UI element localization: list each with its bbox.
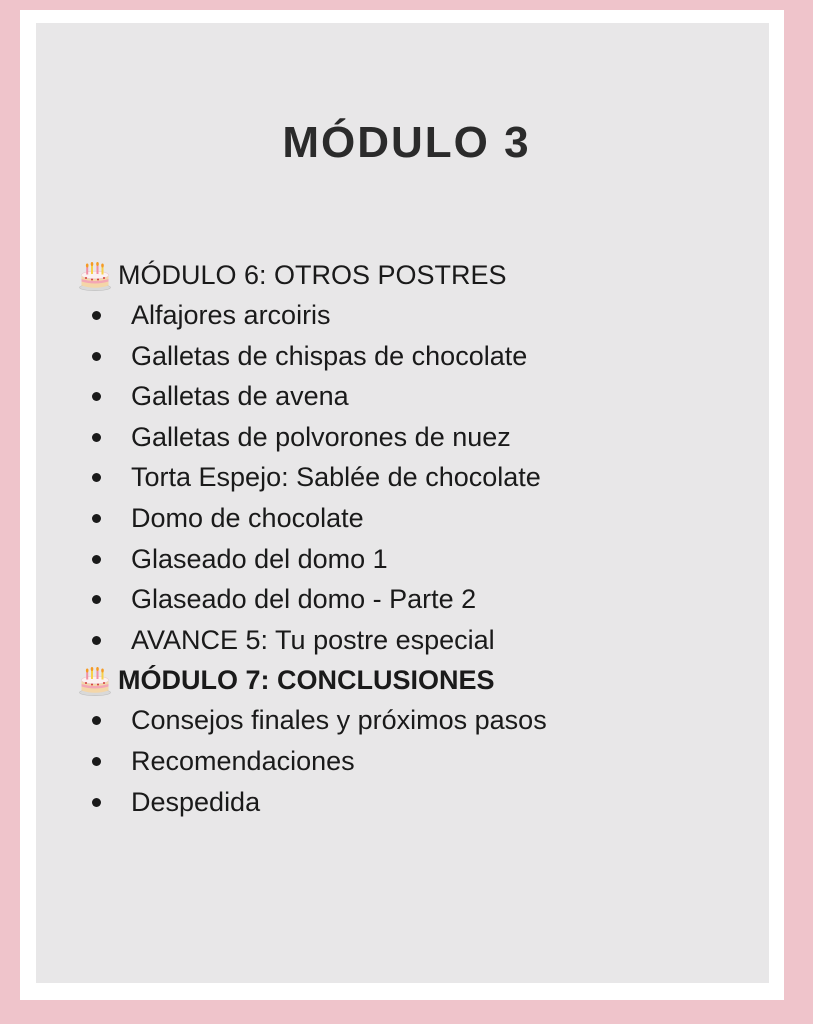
bullet-icon [92,392,101,401]
section-heading [78,660,778,700]
birthday-cake-icon [78,663,112,697]
bullet-icon [92,352,101,361]
section-label: MÓDULO 7: CONCLUSIONES [118,665,495,696]
page-title: MÓDULO 3 [282,118,531,167]
list-item: Torta Espejo: Sablée de chocolate [78,457,778,498]
birthday-cake-icon [78,258,112,292]
list-item: Despedida [78,782,778,823]
bullet-icon [92,798,101,807]
list-item: Glaseado del domo 1 [78,539,778,580]
bullet-icon [92,636,101,645]
bullet-icon [92,555,101,564]
list-item: Alfajores arcoiris [78,295,778,336]
bullet-icon [92,433,101,442]
list-item: Galletas de avena [78,376,778,417]
section-modulo-6 [78,255,778,660]
section-modulo-7 [78,660,778,822]
list-item: Glaseado del domo - Parte 2 [78,579,778,620]
bullet-icon [92,757,101,766]
lesson-list [78,295,778,660]
bullet-icon [92,473,101,482]
module-content [78,255,778,822]
list-item: Galletas de chispas de chocolate [78,336,778,377]
list-item: Consejos finales y próximos pasos [78,700,778,741]
list-item: AVANCE 5: Tu postre especial [78,620,778,661]
list-item: Galletas de polvorones de nuez [78,417,778,458]
list-item: Recomendaciones [78,741,778,782]
bullet-icon [92,514,101,523]
section-label: MÓDULO 6: OTROS POSTRES [118,260,507,290]
lesson-list [78,700,778,822]
bullet-icon [92,716,101,725]
bullet-icon [92,595,101,604]
section-heading [78,255,778,295]
list-item: Domo de chocolate [78,498,778,539]
bullet-icon [92,311,101,320]
